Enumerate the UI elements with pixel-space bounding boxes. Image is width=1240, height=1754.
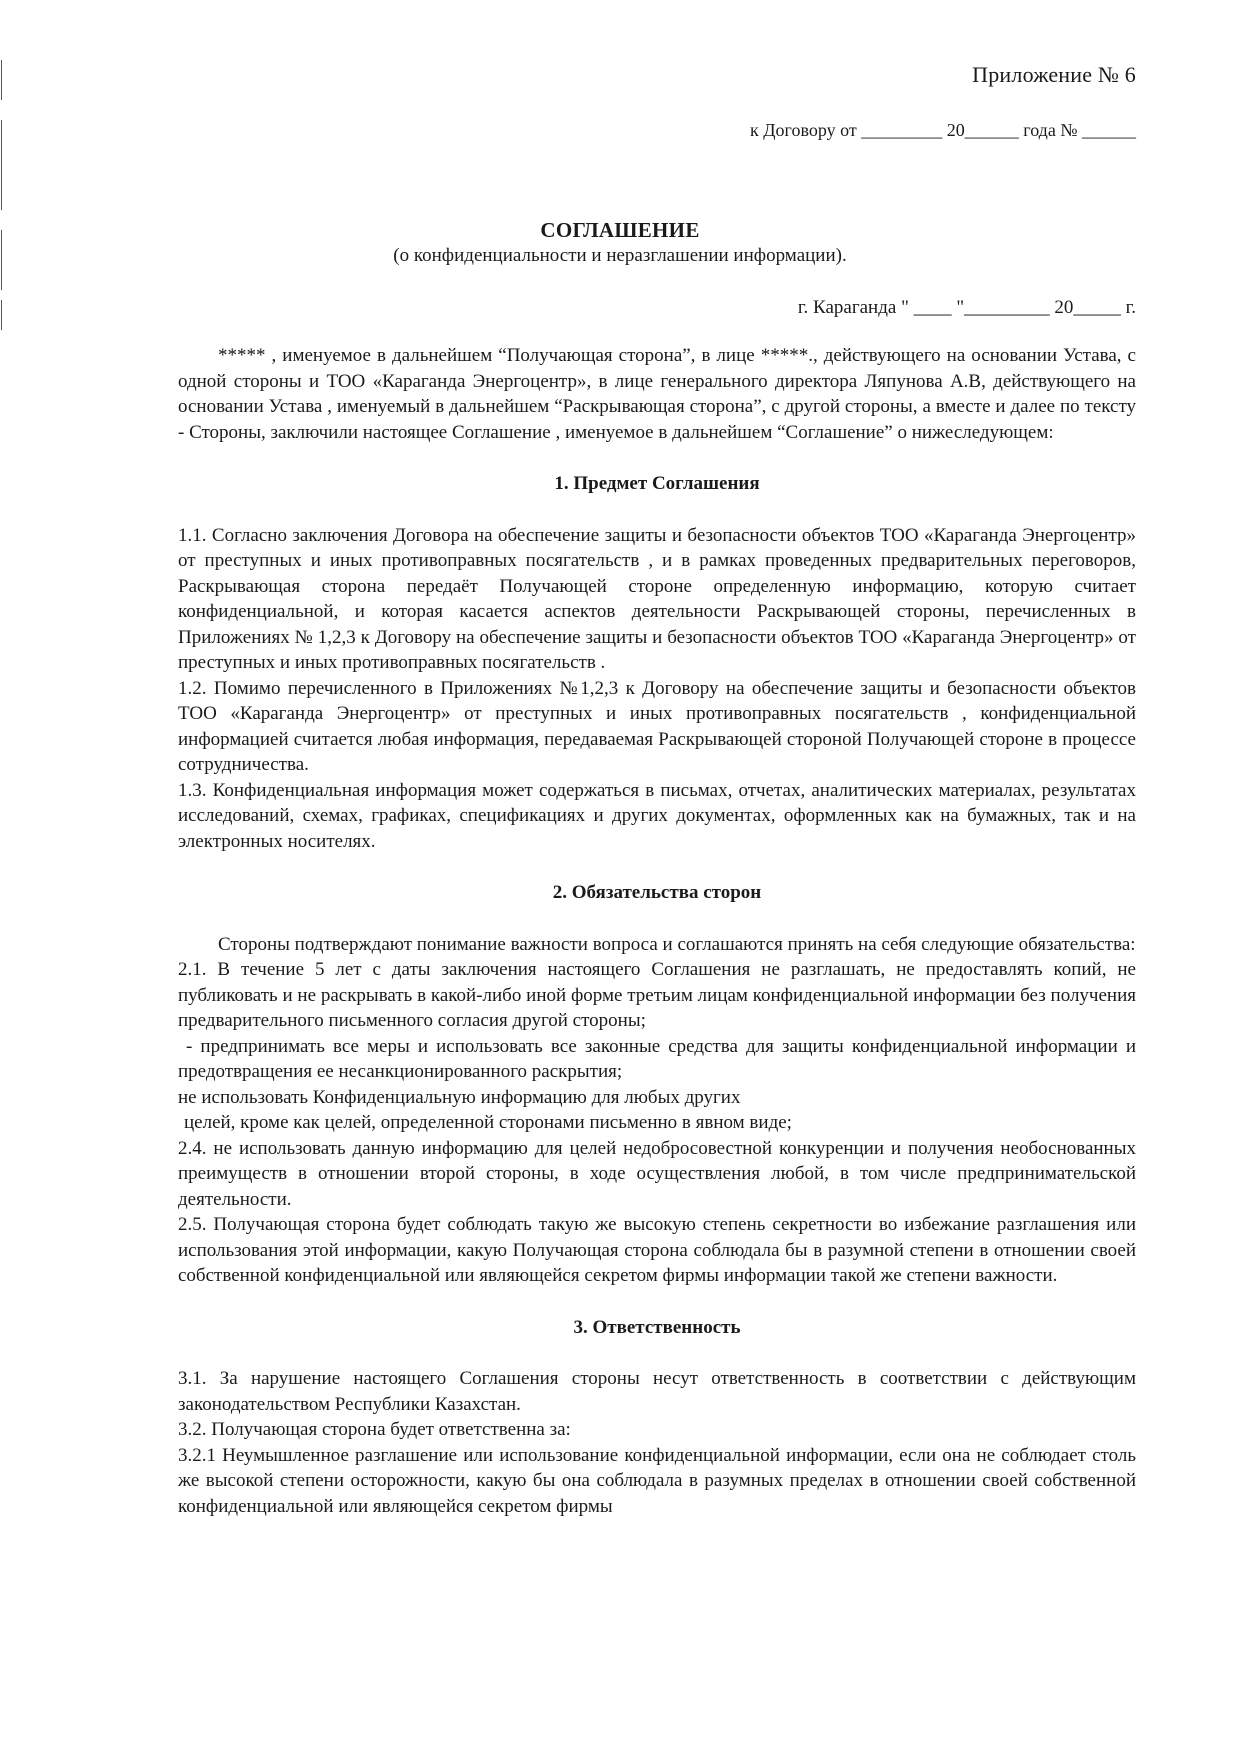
document-title: СОГЛАШЕНИЕ [540, 218, 700, 242]
scan-margin-marks [0, 60, 4, 340]
clause: Стороны подтверждают понимание важности вопроса и соглашаются принять на себя следующие обязательства: [218, 933, 1136, 955]
clause: 2.4. не использовать данную информацию для целей недобросовестной конкуренции и получения необоснованных преимуществ в отношении второй стороны, в ходе осуществления любой, в том числе предпринимательской деятельности. [178, 1137, 1136, 1210]
section-heading: 3. Ответственность [573, 1316, 741, 1338]
clause: - предпринимать все меры и использовать все законные средства для защиты конфиденциальной информации и предотвращения ее несанкционированного раскрытия; [178, 1035, 1136, 1082]
preamble: ***** , именуемое в дальнейшем “Получающая сторона”, в лице *****., действующего на основании Устава, с одной стороны и ТОО «Караганда Энергоцентр», в лице генерального директора Ляпунова А.В, действующего на основании Устава , именуемый в дальнейшем “Раскрывающая сторона”, с другой стороны, а вместе и далее по тексту - Стороны, заключили настоящее Соглашение , именуемое в дальнейшем “Соглашение” о нижеследующем: [178, 345, 1136, 443]
clause: 2.5. Получающая сторона будет соблюдать такую же высокую степень секретности во избежание разглашения или использования этой информации, какую Получающая сторона соблюдала бы в разумной степени в отношении своей собственной конфиденциальной или являющейся секретом фирмы информации такой же степени важности. [178, 1214, 1136, 1286]
clause: целей, кроме как целей, определенной сторонами письменно в явном виде; [184, 1112, 792, 1133]
section-heading: 2. Обязательства сторон [552, 882, 762, 903]
clause: 1.1. Согласно заключения Договора на обеспечение защиты и безопасности объектов ТОО «Караганда Энергоцентр» от преступных и иных противоправных посягательств , и в рамках проведенных предварительных переговоров, Раскрывающая сторона передаёт Получающей стороне определенную информацию, которую считает конфиденциальной, и которая касается аспектов деятельности Раскрывающей стороны, перечисленных в Приложениях № 1,2,3 к Договору на обеспечение защиты и безопасности объектов ТОО «Караганда Энергоцентр» от преступных и иных противоправных посягательств . [178, 524, 1136, 673]
section-heading: 1. Предмет Соглашения [554, 473, 760, 494]
clause: 2.1. В течение 5 лет с даты заключения настоящего Соглашения не разглашать, не предоставлять копий, не публиковать и не раскрывать в какой-либо иной форме третьим лицам конфиденциальной информации без получения предварительного письменного согласия другой стороны; [178, 959, 1136, 1031]
clause: 3.2. Получающая сторона будет ответственна за: [178, 1419, 571, 1440]
clause: не использовать Конфиденциальную информацию для любых других [178, 1086, 741, 1108]
clause: 1.2. Помимо перечисленного в Приложениях №1,2,3 к Договору на обеспечение защиты и безопасности объектов ТОО «Караганда Энергоцентр» от преступных и иных противоправных посягательств , конфиденциальной информацией считается любая информация, передаваемая Раскрывающей стороной Получающей стороне в процессе сотрудничества. [178, 677, 1136, 775]
clause: 3.1. За нарушение настоящего Соглашения стороны несут ответственность в соответствии с действующим законодательством Республики Казахстан. [178, 1368, 1136, 1415]
document-subtitle: (о конфиденциальности и неразглашении информации). [393, 245, 847, 266]
clause: 1.3. Конфиденциальная информация может содержаться в письмах, отчетах, аналитических материалах, результатах исследований, схемах, графиках, спецификациях и других документах, оформленных как на бумажных, так и на электронных носителях. [178, 779, 1136, 852]
clause: 3.2.1 Неумышленное разглашение или использование конфиденциальной информации, если она не соблюдает столь же высокой степени осторожности, какую бы она соблюдала в разумных пределах в отношении своей собственной конфиденциальной или являющейся секретом фирмы [178, 1444, 1136, 1517]
document-body [178, 343, 1136, 1519]
place-and-date: г. Караганда " ____ "_________ 20_____ г. [797, 297, 1136, 318]
appendix-number: Приложение № 6 [972, 62, 1136, 87]
contract-reference: к Договору от _________ 20______ года № ______ [750, 120, 1136, 140]
